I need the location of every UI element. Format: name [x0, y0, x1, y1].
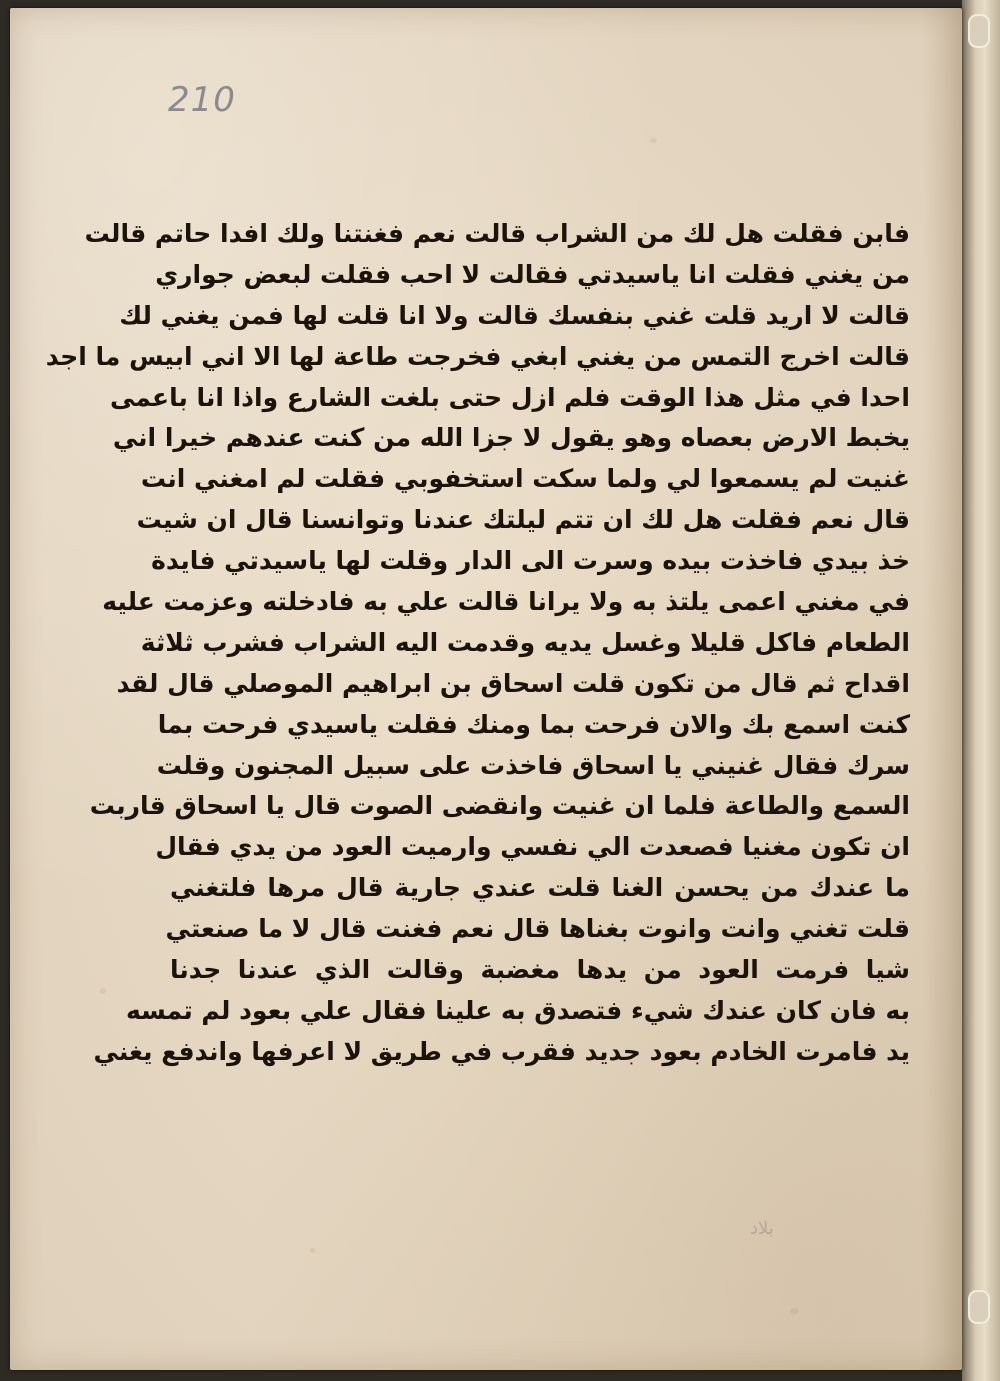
text-line-7: غنيت لم يسمعوا لي ولما سكت استخفوبي فقلت لم امغني انت [140, 464, 910, 494]
binding-ring-bottom [968, 1290, 990, 1324]
binding-ring-top [968, 14, 990, 48]
text-line-8: قال نعم فقلت هل لك ان تتم ليلتك عندنا وتوانسنا قال ان شيت [136, 505, 910, 535]
text-line-9: خذ بيدي فاخذت بيده وسرت الى الدار وقلت لها ياسيدتي فايدة [151, 546, 910, 576]
text-line-18: قلت تغني وانت وانوت بغناها قال نعم فغنت قال لا ما صنعتي [165, 914, 910, 944]
text-line-3: قالت لا اريد قلت غني بنفسك قالت ولا انا قلت لها فمن يغني لك [119, 300, 910, 330]
leaf-edge-stain [922, 8, 962, 1370]
text-line-21: يد فامرت الخادم بعود جديد فقرب في طريق لا اعرفها واندفع يغني [93, 1036, 910, 1066]
text-line-17: ما عندك من يحسن الغنا قلت عندي جارية قال مرها فلتغني [170, 873, 910, 903]
text-line-11: الطعام فاكل قليلا وغسل يديه وقدمت اليه الشراب فشرب ثلاثة [140, 627, 910, 657]
text-line-16: ان تكون مغنيا فصعدت الي نفسي وارميت العود من يدي فقال [155, 832, 910, 862]
text-line-20: به فان كان عندك شيء فتصدق به علينا فقال علي بعود لم تمسه [125, 995, 910, 1025]
text-line-1: فابن فقلت هل لك من الشراب قالت نعم فغنتنا ولك افدا حاتم قالت [84, 219, 910, 248]
manuscript-leaf [10, 8, 962, 1370]
folio-number: 210 [168, 80, 236, 120]
faint-marginal-note: بلاد [750, 1218, 774, 1239]
next-leaf-gutter [962, 0, 1000, 1381]
text-line-10: في مغني اعمى يلتذ به ولا يرانا قالت علي به فادخلته وعزمت عليه [102, 587, 910, 617]
manuscript-text-block [45, 214, 910, 1194]
text-line-2: من يغني فقلت انا ياسيدتي فقالت لا احب فقلت لبعض جواري [155, 259, 910, 289]
text-line-12: اقداح ثم قال من تكون قلت اسحاق بن ابراهيم الموصلي قال لقد [116, 668, 910, 698]
text-line-19: شيا فرمت العود من يدها مغضبة وقالت الذي عندنا جدنا [170, 955, 910, 985]
text-line-15: السمع والطاعة فلما ان غنيت وانقضى الصوت قال يا اسحاق قاربت [89, 791, 910, 821]
text-line-4: قالت اخرج التمس من يغني ابغي فخرجت طاعة لها الا اني ابيس ما اجد [45, 341, 910, 371]
text-line-13: كنت اسمع بك والان فرحت بما ومنك فقلت ياسيدي فرحت بما [157, 709, 910, 739]
text-line-5: احدا في مثل هذا الوقت فلم ازل حتى بلغت الشارع واذا انا باعمى [109, 382, 910, 412]
text-line-6: يخبط الارض بعصاه وهو يقول لا جزا الله من كنت عندهم خيرا اني [112, 423, 910, 453]
text-line-14: سرك فقال غنيني يا اسحاق فاخذت على سبيل المجنون وقلت [156, 750, 910, 780]
